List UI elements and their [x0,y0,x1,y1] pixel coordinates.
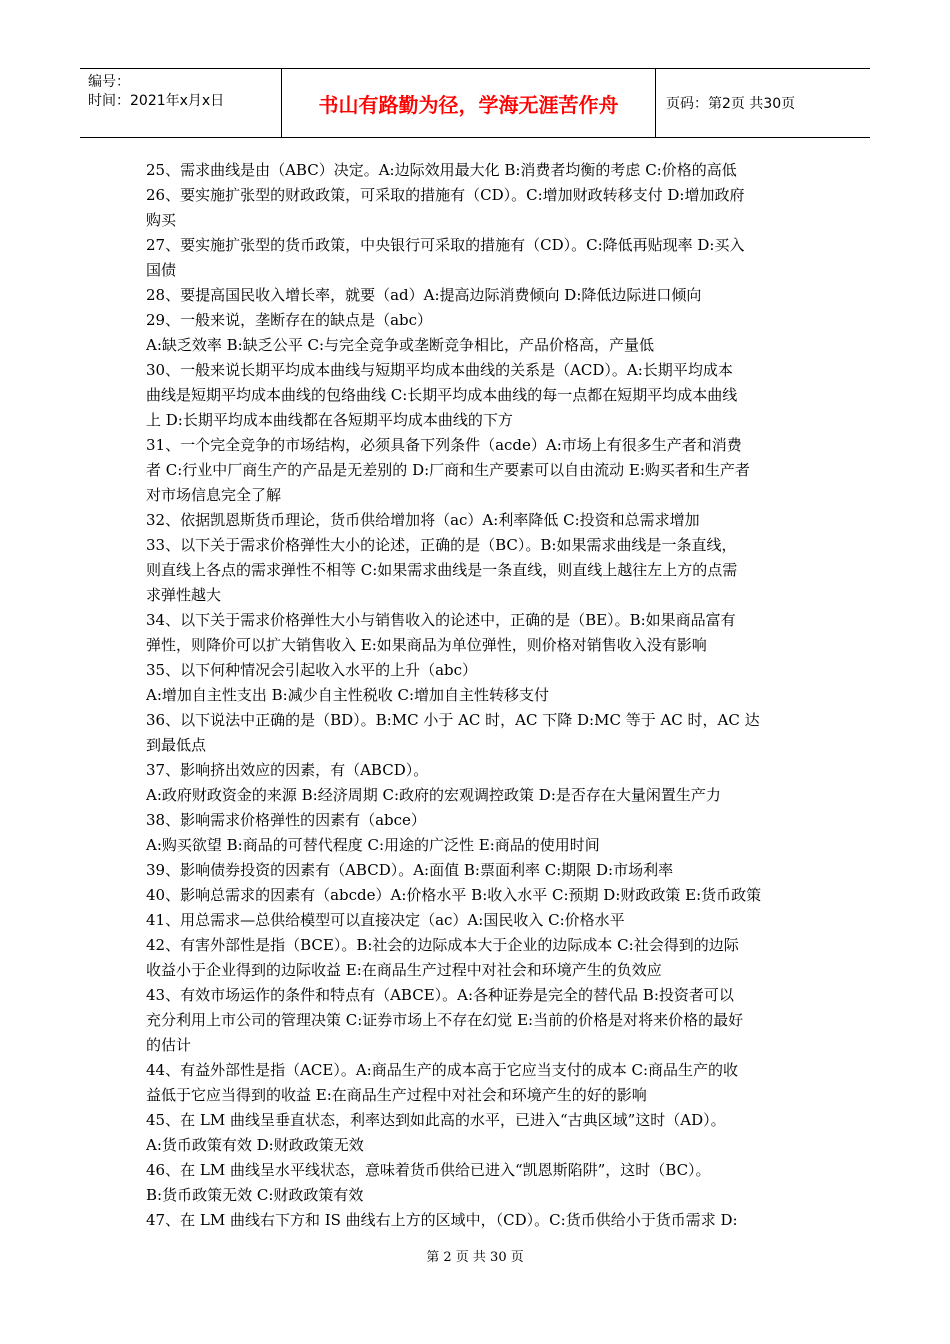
text-line: 36、以下说法中正确的是（BD）。B:MC 小于 AC 时，AC 下降 D:MC 等于 AC 时，AC 达 [146,711,760,729]
text-line: A:增加自主性支出 B:减少自主性税收 C:增加自主性转移支付 [146,686,550,704]
text-line: 25、需求曲线是由（ABC）决定。A:边际效用最大化 B:消费者均衡的考虑 C:价格的高低 [146,161,737,179]
text-line: 的估计 [146,1036,192,1054]
text-line: 求弹性越大 [146,586,222,604]
text-line: 41、用总需求—总供给模型可以直接决定（ac）A:国民收入 C:价格水平 [146,911,625,929]
text-line: B:货币政策无效 C:财政政策有效 [146,1186,364,1204]
text-line: 购买 [146,211,177,229]
text-line: 上 D:长期平均成本曲线都在各短期平均成本曲线的下方 [146,411,513,429]
text-line: 35、以下何种情况会引起收入水平的上升（abc） [146,661,478,679]
text-line: 34、以下关于需求价格弹性大小与销售收入的论述中，正确的是（BE）。B:如果商品富有 [146,611,736,629]
header-motto: 书山有路勤为径，学海无涯苦作舟 [282,69,656,137]
page-footer: 第 2 页 共 30 页 [426,1250,524,1265]
text-line: A:购买欲望 B:商品的可替代程度 C:用途的广泛性 E:商品的使用时间 [146,836,600,854]
text-line: A:货币政策有效 D:财政政策无效 [146,1136,364,1154]
text-line: 30、一般来说长期平均成本曲线与短期平均成本曲线的关系是（ACD）。A:长期平均成本 [146,361,733,379]
text-line: 弹性，则降价可以扩大销售收入 E:如果商品为单位弹性，则价格对销售收入没有影响 [146,636,707,654]
text-line: 国债 [146,261,177,279]
header-page-info: 页码：第2页 共30页 [666,96,796,112]
text-line: 对市场信息完全了解 [146,486,282,504]
number-label: 编号： [88,74,130,90]
text-line: 43、有效市场运作的条件和特点有（ABCE）。A:各种证券是完全的替代品 B:投资者可以 [146,986,734,1004]
text-line: 到最低点 [146,736,207,754]
text-line: 47、在 LM 曲线右下方和 IS 曲线右上方的区域中，（CD）。C:货币供给小于货币需求 D: [146,1211,738,1229]
text-line: 31、一个完全竞争的市场结构，必须具备下列条件（acde）A:市场上有很多生产者和消费 [146,436,742,454]
text-line: 则直线上各点的需求弹性不相等 C:如果需求曲线是一条直线，则直线上越往左上方的点需 [146,561,738,579]
text-line: 38、影响需求价格弹性的因素有（abce） [146,811,426,829]
text-line: A:政府财政资金的来源 B:经济周期 C:政府的宏观调控政策 D:是否存在大量闲置生产力 [146,786,721,804]
text-line: 者 C:行业中厂商生产的产品是无差别的 D:厂商和生产要素可以自由流动 E:购买者和生产者 [146,461,750,479]
header-meta [80,69,282,137]
text-line: 29、一般来说，垄断存在的缺点是（abc） [146,311,433,329]
text-line: A:缺乏效率 B:缺乏公平 C:与完全竞争或垄断竞争相比，产品价格高，产量低 [146,336,655,354]
text-line: 40、影响总需求的因素有（abcde）A:价格水平 B:收入水平 C:预期 D:财政政策 E:货币政策 [146,886,762,904]
text-line: 39、影响债券投资的因素有（ABCD）。A:面值 B:票面利率 C:期限 D:市场利率 [146,861,674,879]
text-line: 曲线是短期平均成本曲线的包络曲线 C:长期平均成本曲线的每一点都在短期平均成本曲线 [146,386,738,404]
time-label: 时间：2021年x月x日 [88,93,225,109]
text-line: 32、依据凯恩斯货币理论，货币供给增加将（ac）A:利率降低 C:投资和总需求增加 [146,511,700,529]
text-line: 益低于它应当得到的收益 E:在商品生产过程中对社会和环境产生的好的影响 [146,1086,647,1104]
text-line: 充分利用上市公司的管理决策 C:证券市场上不存在幻觉 E:当前的价格是对将来价格的最好 [146,1011,744,1029]
text-line: 27、要实施扩张型的货币政策，中央银行可采取的措施有（CD）。C:降低再贴现率 D:买入 [146,236,745,254]
text-line: 44、有益外部性是指（ACE）。A:商品生产的成本高于它应当支付的成本 C:商品生产的收 [146,1061,739,1079]
text-line: 46、在 LM 曲线呈水平线状态，意味着货币供给已进入“凯恩斯陷阱”，这时（BC）。 [146,1161,711,1179]
text-line: 收益小于企业得到的边际收益 E:在商品生产过程中对社会和环境产生的负效应 [146,961,662,979]
page-header [80,68,870,138]
text-line: 42、有害外部性是指（BCE）。B:社会的边际成本大于企业的边际成本 C:社会得到的边际 [146,936,739,954]
document-body [146,158,812,1233]
text-line: 28、要提高国民收入增长率，就要（ad）A:提高边际消费倾向 D:降低边际进口倾向 [146,286,702,304]
text-line: 45、在 LM 曲线呈垂直状态，利率达到如此高的水平，已进入“古典区域”这时（AD）。 [146,1111,726,1129]
text-line: 33、以下关于需求价格弹性大小的论述，正确的是（BC）。B:如果需求曲线是一条直线， [146,536,737,554]
text-line: 26、要实施扩张型的财政政策，可采取的措施有（CD）。C:增加财政转移支付 D:增加政府 [146,186,745,204]
text-line: 37、影响挤出效应的因素，有（ABCD）。 [146,761,429,779]
